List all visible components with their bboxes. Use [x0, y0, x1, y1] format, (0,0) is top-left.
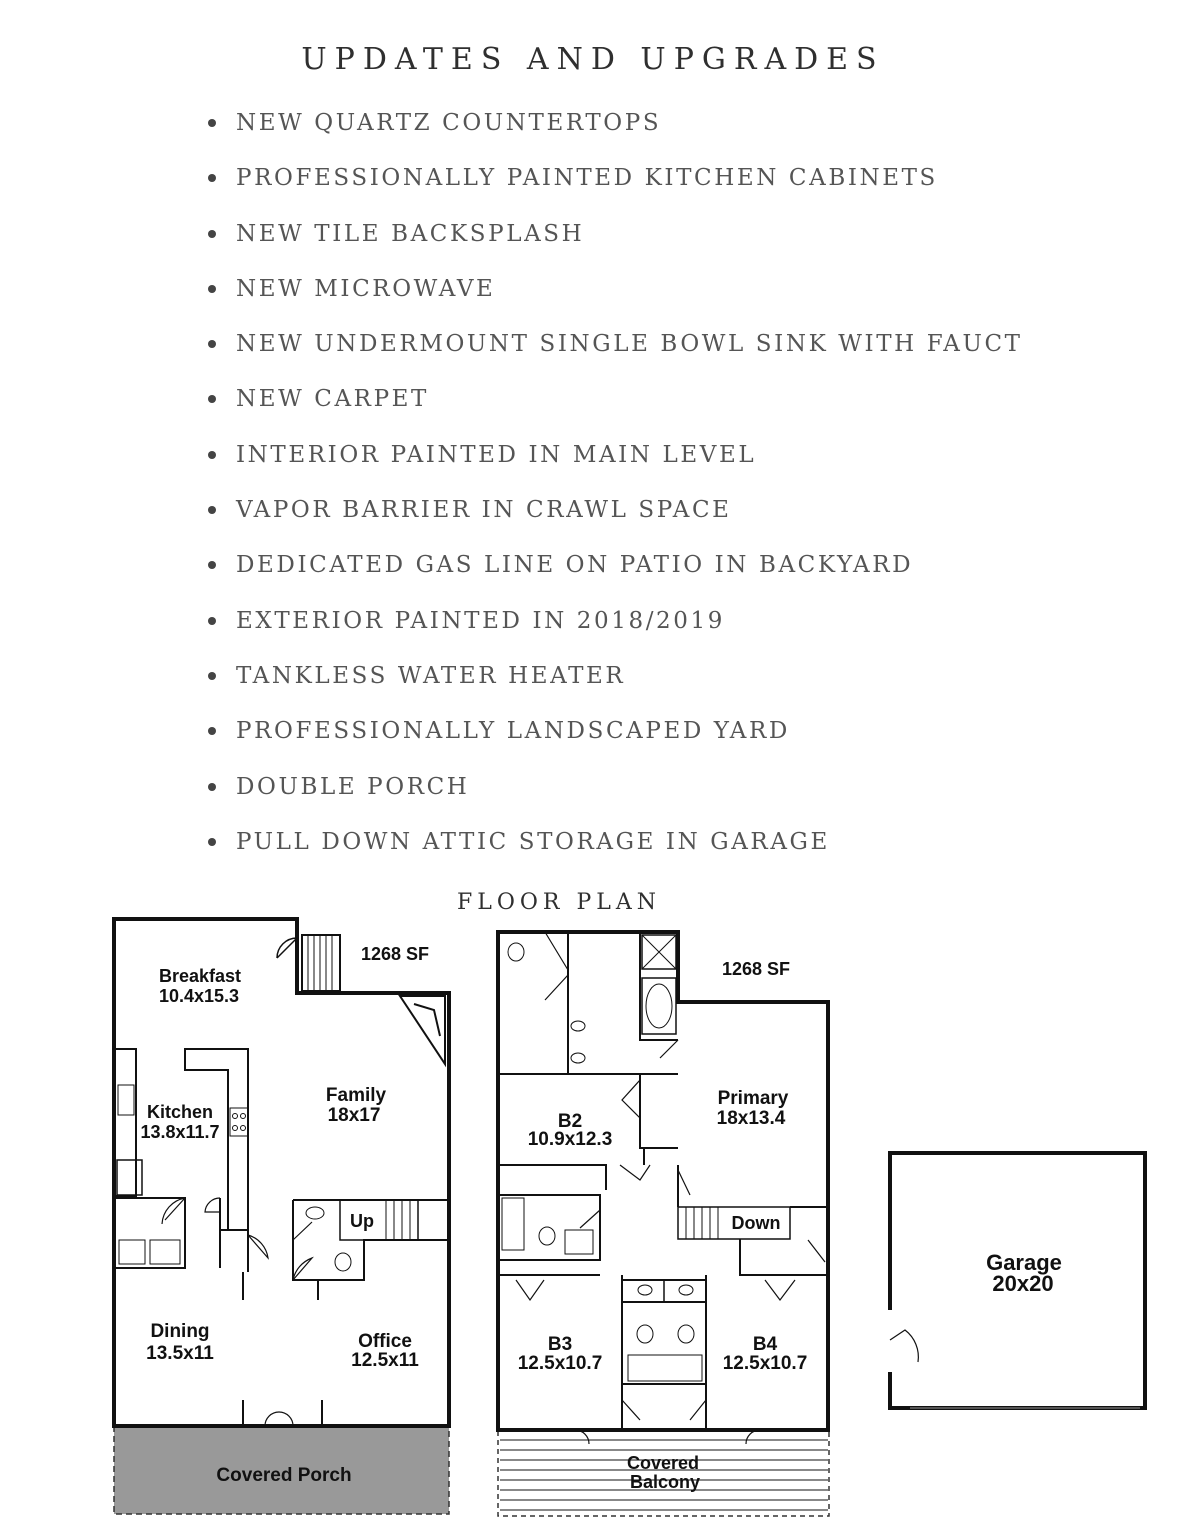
- stove: [230, 1108, 248, 1136]
- room-office-name: Office: [358, 1331, 412, 1352]
- room-dining-size: 13.5x11: [146, 1343, 214, 1364]
- room-family-name: Family: [325, 1085, 387, 1106]
- upper-level-sqft: 1268 SF: [721, 959, 791, 979]
- garage-name: Garage: [986, 1250, 1062, 1275]
- covered-balcony-line1: Covered: [626, 1453, 700, 1473]
- room-primary-name: Primary: [717, 1088, 789, 1109]
- room-b3-size: 12.5x10.7: [517, 1353, 603, 1374]
- room-office-size: 12.5x11: [351, 1350, 419, 1371]
- room-kitchen-name: Kitchen: [146, 1102, 214, 1122]
- room-breakfast-size: 10.4x15.3: [158, 986, 240, 1006]
- refrigerator: [117, 1160, 142, 1195]
- room-dining-name: Dining: [150, 1321, 210, 1342]
- floor-plan-title: FLOOR PLAN: [456, 890, 662, 915]
- page-title: UPDATES AND UPGRADES: [301, 42, 885, 77]
- bathtub: [642, 978, 676, 1034]
- list-item: NEW MICROWAVE: [208, 266, 1023, 321]
- stairs-up-label: Up: [350, 1211, 374, 1231]
- list-item: NEW QUARTZ COUNTERTOPS: [208, 100, 1023, 155]
- covered-porch-label: Covered Porch: [216, 1465, 352, 1486]
- room-kitchen-size: 13.8x11.7: [140, 1122, 220, 1142]
- room-family-size: 18x17: [327, 1105, 381, 1126]
- list-item: PROFESSIONALLY PAINTED KITCHEN CABINETS: [208, 155, 1023, 210]
- room-b4-size: 12.5x10.7: [722, 1353, 808, 1374]
- main-level-sqft: 1268 SF: [361, 944, 430, 964]
- list-item: TANKLESS WATER HEATER: [208, 653, 1023, 708]
- list-item: PROFESSIONALLY LANDSCAPED YARD: [208, 708, 1023, 763]
- main-level-plan: [114, 919, 449, 1514]
- list-item: PULL DOWN ATTIC STORAGE IN GARAGE: [208, 819, 1023, 874]
- list-item: NEW CARPET: [208, 376, 1023, 431]
- room-breakfast-name: Breakfast: [158, 966, 242, 986]
- covered-balcony-line2: Balcony: [629, 1472, 701, 1492]
- list-item: DOUBLE PORCH: [208, 764, 1023, 819]
- primary-bath: [498, 932, 678, 1074]
- stairs-down-label: Down: [731, 1213, 781, 1233]
- list-item: EXTERIOR PAINTED IN 2018/2019: [208, 598, 1023, 653]
- list-item: DEDICATED GAS LINE ON PATIO IN BACKYARD: [208, 542, 1023, 597]
- room-primary-size: 18x13.4: [716, 1108, 786, 1129]
- list-item: INTERIOR PAINTED IN MAIN LEVEL: [208, 432, 1023, 487]
- kitchen-sink: [118, 1085, 134, 1115]
- list-item: NEW UNDERMOUNT SINGLE BOWL SINK WITH FAUCT: [208, 321, 1023, 376]
- list-item: VAPOR BARRIER IN CRAWL SPACE: [208, 487, 1023, 542]
- fireplace: [400, 996, 445, 1064]
- garage-size: 20x20: [992, 1271, 1054, 1296]
- room-b3-name: B3: [547, 1334, 573, 1355]
- list-item: NEW TILE BACKSPLASH: [208, 211, 1023, 266]
- room-b2-name: B2: [557, 1111, 583, 1132]
- room-b2-size: 10.9x12.3: [527, 1129, 613, 1150]
- room-b4-name: B4: [752, 1334, 778, 1355]
